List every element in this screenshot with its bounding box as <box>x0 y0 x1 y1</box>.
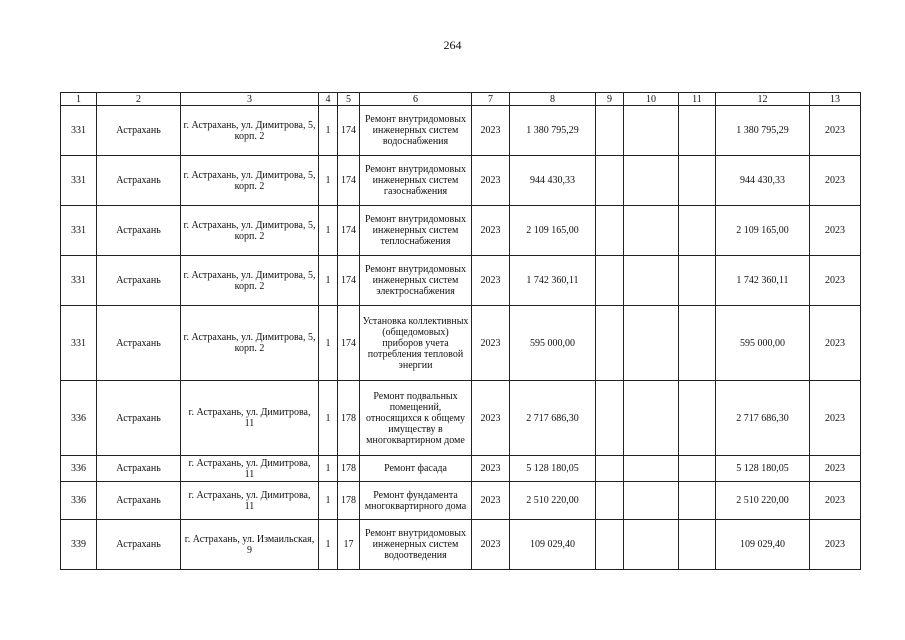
column-header: 9 <box>596 93 624 106</box>
cell-cost: 595 000,00 <box>510 306 596 381</box>
cell-year: 2023 <box>472 256 510 306</box>
cell-col12: 109 029,40 <box>716 520 810 570</box>
cell-col5: 174 <box>338 206 360 256</box>
cell-col10 <box>624 482 679 520</box>
cell-col11 <box>679 520 716 570</box>
column-header: 11 <box>679 93 716 106</box>
cell-address: г. Астрахань, ул. Димитрова, 5, корп. 2 <box>181 306 319 381</box>
cell-city: Астрахань <box>97 520 181 570</box>
table-row <box>61 381 861 456</box>
cell-col9 <box>596 256 624 306</box>
cell-work-type: Ремонт внутридомовых инженерных систем водоснабжения <box>360 106 472 156</box>
cell-address: г. Астрахань, ул. Димитрова, 11 <box>181 456 319 482</box>
cell-col13: 2023 <box>810 381 861 456</box>
cell-col10 <box>624 306 679 381</box>
cell-col4: 1 <box>319 256 338 306</box>
cell-year: 2023 <box>472 106 510 156</box>
column-header: 7 <box>472 93 510 106</box>
cell-col12: 5 128 180,05 <box>716 456 810 482</box>
cell-year: 2023 <box>472 306 510 381</box>
cell-col5: 174 <box>338 306 360 381</box>
cell-col11 <box>679 206 716 256</box>
column-header: 10 <box>624 93 679 106</box>
cell-col13: 2023 <box>810 106 861 156</box>
cell-col11 <box>679 456 716 482</box>
cell-col12: 944 430,33 <box>716 156 810 206</box>
cell-col10 <box>624 381 679 456</box>
cell-work-type: Ремонт внутридомовых инженерных систем теплоснабжения <box>360 206 472 256</box>
cell-col11 <box>679 106 716 156</box>
cell-col4: 1 <box>319 106 338 156</box>
cell-col9 <box>596 456 624 482</box>
cell-year: 2023 <box>472 156 510 206</box>
cell-col11 <box>679 256 716 306</box>
cell-col5: 17 <box>338 520 360 570</box>
cell-city: Астрахань <box>97 106 181 156</box>
cell-col9 <box>596 306 624 381</box>
table-row <box>61 256 861 306</box>
page-number: 264 <box>443 38 462 52</box>
cell-col12: 1 742 360,11 <box>716 256 810 306</box>
cell-address: г. Астрахань, ул. Измаильская, 9 <box>181 520 319 570</box>
cell-cost: 2 510 220,00 <box>510 482 596 520</box>
capital-repair-table <box>60 92 861 570</box>
cell-city: Астрахань <box>97 206 181 256</box>
cell-col13: 2023 <box>810 206 861 256</box>
cell-col13: 2023 <box>810 456 861 482</box>
cell-col10 <box>624 456 679 482</box>
column-header: 3 <box>181 93 319 106</box>
table-row <box>61 106 861 156</box>
cell-work-type: Ремонт фасада <box>360 456 472 482</box>
cell-number: 336 <box>61 456 97 482</box>
column-header: 4 <box>319 93 338 106</box>
cell-col13: 2023 <box>810 306 861 381</box>
cell-col5: 174 <box>338 106 360 156</box>
cell-col4: 1 <box>319 456 338 482</box>
cell-col5: 178 <box>338 381 360 456</box>
table-row <box>61 156 861 206</box>
cell-work-type: Ремонт фундамента многоквартирного дома <box>360 482 472 520</box>
cell-col12: 595 000,00 <box>716 306 810 381</box>
cell-number: 339 <box>61 520 97 570</box>
cell-col13: 2023 <box>810 520 861 570</box>
cell-col10 <box>624 156 679 206</box>
column-header: 8 <box>510 93 596 106</box>
cell-cost: 5 128 180,05 <box>510 456 596 482</box>
column-header: 2 <box>97 93 181 106</box>
cell-address: г. Астрахань, ул. Димитрова, 11 <box>181 482 319 520</box>
cell-col13: 2023 <box>810 256 861 306</box>
column-header: 6 <box>360 93 472 106</box>
cell-work-type: Ремонт внутридомовых инженерных систем электроснабжения <box>360 256 472 306</box>
cell-col12: 1 380 795,29 <box>716 106 810 156</box>
cell-number: 331 <box>61 306 97 381</box>
column-header: 1 <box>61 93 97 106</box>
cell-col12: 2 510 220,00 <box>716 482 810 520</box>
cell-col10 <box>624 256 679 306</box>
cell-col9 <box>596 106 624 156</box>
cell-col4: 1 <box>319 381 338 456</box>
cell-col9 <box>596 482 624 520</box>
cell-col4: 1 <box>319 306 338 381</box>
cell-cost: 944 430,33 <box>510 156 596 206</box>
cell-number: 336 <box>61 482 97 520</box>
cell-col11 <box>679 306 716 381</box>
column-header: 12 <box>716 93 810 106</box>
cell-col11 <box>679 156 716 206</box>
cell-year: 2023 <box>472 456 510 482</box>
cell-col12: 2 717 686,30 <box>716 381 810 456</box>
cell-col9 <box>596 381 624 456</box>
column-number-row <box>61 93 861 106</box>
cell-col9 <box>596 206 624 256</box>
cell-col4: 1 <box>319 206 338 256</box>
cell-col13: 2023 <box>810 482 861 520</box>
cell-col11 <box>679 381 716 456</box>
cell-number: 331 <box>61 256 97 306</box>
cell-col9 <box>596 520 624 570</box>
cell-cost: 1 380 795,29 <box>510 106 596 156</box>
cell-year: 2023 <box>472 206 510 256</box>
cell-address: г. Астрахань, ул. Димитрова, 11 <box>181 381 319 456</box>
cell-col9 <box>596 156 624 206</box>
column-header: 13 <box>810 93 861 106</box>
cell-cost: 2 109 165,00 <box>510 206 596 256</box>
cell-col11 <box>679 482 716 520</box>
cell-col4: 1 <box>319 482 338 520</box>
cell-address: г. Астрахань, ул. Димитрова, 5, корп. 2 <box>181 106 319 156</box>
cell-work-type: Ремонт подвальных помещений, относящихся к общему имуществу в многоквартирном доме <box>360 381 472 456</box>
table-row <box>61 306 861 381</box>
cell-city: Астрахань <box>97 482 181 520</box>
cell-address: г. Астрахань, ул. Димитрова, 5, корп. 2 <box>181 206 319 256</box>
cell-number: 331 <box>61 156 97 206</box>
cell-col5: 174 <box>338 156 360 206</box>
cell-col5: 174 <box>338 256 360 306</box>
cell-col10 <box>624 206 679 256</box>
cell-col12: 2 109 165,00 <box>716 206 810 256</box>
cell-city: Астрахань <box>97 156 181 206</box>
cell-col10 <box>624 106 679 156</box>
table-row <box>61 456 861 482</box>
cell-work-type: Ремонт внутридомовых инженерных систем газоснабжения <box>360 156 472 206</box>
cell-work-type: Установка коллективных (общедомовых) приборов учета потребления тепловой энергии <box>360 306 472 381</box>
table-row <box>61 482 861 520</box>
cell-col10 <box>624 520 679 570</box>
cell-work-type: Ремонт внутридомовых инженерных систем водоотведения <box>360 520 472 570</box>
cell-year: 2023 <box>472 520 510 570</box>
cell-col4: 1 <box>319 156 338 206</box>
cell-col4: 1 <box>319 520 338 570</box>
cell-city: Астрахань <box>97 381 181 456</box>
column-header: 5 <box>338 93 360 106</box>
cell-cost: 109 029,40 <box>510 520 596 570</box>
cell-address: г. Астрахань, ул. Димитрова, 5, корп. 2 <box>181 156 319 206</box>
cell-cost: 1 742 360,11 <box>510 256 596 306</box>
cell-col5: 178 <box>338 482 360 520</box>
cell-cost: 2 717 686,30 <box>510 381 596 456</box>
cell-city: Астрахань <box>97 306 181 381</box>
cell-number: 331 <box>61 106 97 156</box>
cell-city: Астрахань <box>97 456 181 482</box>
table-row <box>61 520 861 570</box>
cell-number: 331 <box>61 206 97 256</box>
cell-year: 2023 <box>472 381 510 456</box>
cell-year: 2023 <box>472 482 510 520</box>
cell-city: Астрахань <box>97 256 181 306</box>
cell-address: г. Астрахань, ул. Димитрова, 5, корп. 2 <box>181 256 319 306</box>
cell-col13: 2023 <box>810 156 861 206</box>
table-row <box>61 206 861 256</box>
cell-col5: 178 <box>338 456 360 482</box>
cell-number: 336 <box>61 381 97 456</box>
